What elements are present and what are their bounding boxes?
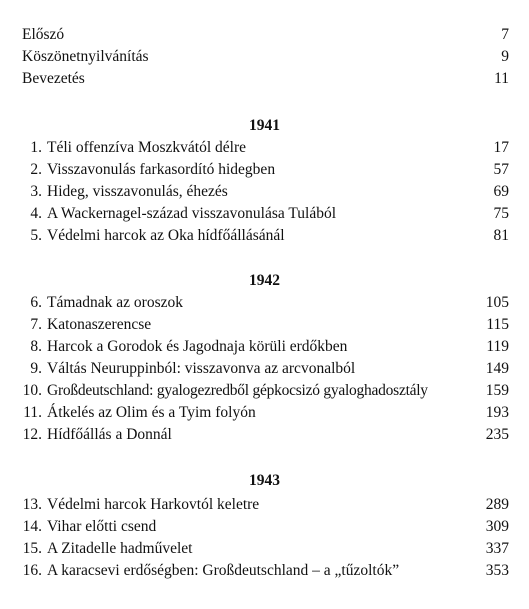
toc-entry-number: 14. [22,518,42,535]
toc-entry [22,314,509,336]
section-year-heading: 1942 [249,272,280,289]
toc-entry-title: Hídfőállás a Donnál [47,426,172,443]
toc-entry-number: 8. [30,338,42,355]
toc-entry-title: Váltás Neuruppinból: visszavonva az arcvonalból [47,360,356,377]
toc-entry-page: 115 [486,316,509,333]
toc-entry-page: 353 [485,562,509,579]
toc-entry [22,203,509,225]
toc-entry [22,46,509,68]
toc-entry-page: 193 [485,404,509,421]
toc-entry [22,424,509,446]
toc-entry-title: Bevezetés [22,70,85,87]
toc-entry-title: Großdeutschland: gyalogezredből gépkocsizó gyaloghadosztály [47,382,428,399]
toc-entry [22,402,509,424]
toc-entry-number: 13. [22,496,42,513]
toc-entry-title: Katonaszerencse [47,316,152,333]
toc-entry-title: Támadnak az oroszok [47,294,183,311]
toc-entry [22,358,509,380]
toc-entry-page: 69 [493,183,509,200]
toc-entry-page: 7 [501,26,509,43]
toc-entry-page: 57 [493,161,509,178]
toc-entry [22,560,509,582]
toc-entry-number: 4. [30,205,42,222]
toc-entry-title: Visszavonulás farkasordító hidegben [47,161,276,178]
toc-entry-page: 105 [485,294,509,311]
toc-entry-number: 3. [30,183,42,200]
toc-entry-number: 12. [22,426,42,443]
toc-entry-page: 235 [485,426,509,443]
toc-entry-page: 75 [493,205,509,222]
toc-entry-page: 159 [485,382,509,399]
toc-entry-number: 10. [22,382,42,399]
section-year-heading: 1941 [249,117,280,134]
toc-entry-page: 119 [486,338,509,355]
toc-entry [22,159,509,181]
toc-entry-number: 7. [30,316,42,333]
toc-entry-title: Hideg, visszavonulás, éhezés [47,183,228,200]
section-year-heading: 1943 [249,472,280,489]
toc-entry [22,68,509,90]
toc-entry [22,494,509,516]
toc-entry-page: 149 [485,360,509,377]
toc-entry-title: A Wackernagel-század visszavonulása Tulából [47,205,337,222]
toc-entry-number: 6. [30,294,42,311]
toc-entry [22,292,509,314]
toc-entry-number: 15. [22,540,42,557]
toc-entry-page: 17 [493,139,509,156]
toc-entry-page: 11 [494,70,509,87]
toc-entry [22,24,509,46]
toc-entry-title: Védelmi harcok Harkovtól keletre [47,496,260,513]
toc-entry-page: 337 [485,540,509,557]
toc-entry-page: 289 [485,496,509,513]
toc-entry-number: 11. [23,404,42,421]
toc-entry [22,538,509,560]
toc-entry-title: Előszó [22,26,65,43]
toc-entry-title: Átkelés az Olim és a Tyim folyón [47,404,256,421]
toc-entry-page: 81 [493,227,509,244]
toc-entry-number: 9. [30,360,42,377]
toc-entry-title: Téli offenzíva Moszkvától délre [47,139,246,156]
toc-entry-number: 16. [22,562,42,579]
toc-entry [22,225,509,247]
toc-entry-page: 9 [501,48,509,65]
toc-entry-title: Köszönetnyilvánítás [22,48,149,65]
toc-entry-page: 309 [485,518,509,535]
toc-entry-number: 1. [30,139,42,156]
toc-entry [22,181,509,203]
toc-entry-title: Vihar előtti csend [47,518,157,535]
toc-entry-title: A Zitadelle hadművelet [47,540,193,557]
toc-entry-title: Védelmi harcok az Oka hídfőállásánál [47,227,285,244]
toc-entry [22,380,509,402]
toc-entry-number: 2. [30,161,42,178]
toc-entry-title: Harcok a Gorodok és Jagodnaja körüli erdőkben [47,338,348,355]
toc-entry-number: 5. [30,227,42,244]
toc-entry-title: A karacsevi erdőségben: Großdeutschland – a „tűzoltók” [47,562,400,579]
toc-entry [22,137,509,159]
toc-entry [22,516,509,538]
toc-entry [22,336,509,358]
